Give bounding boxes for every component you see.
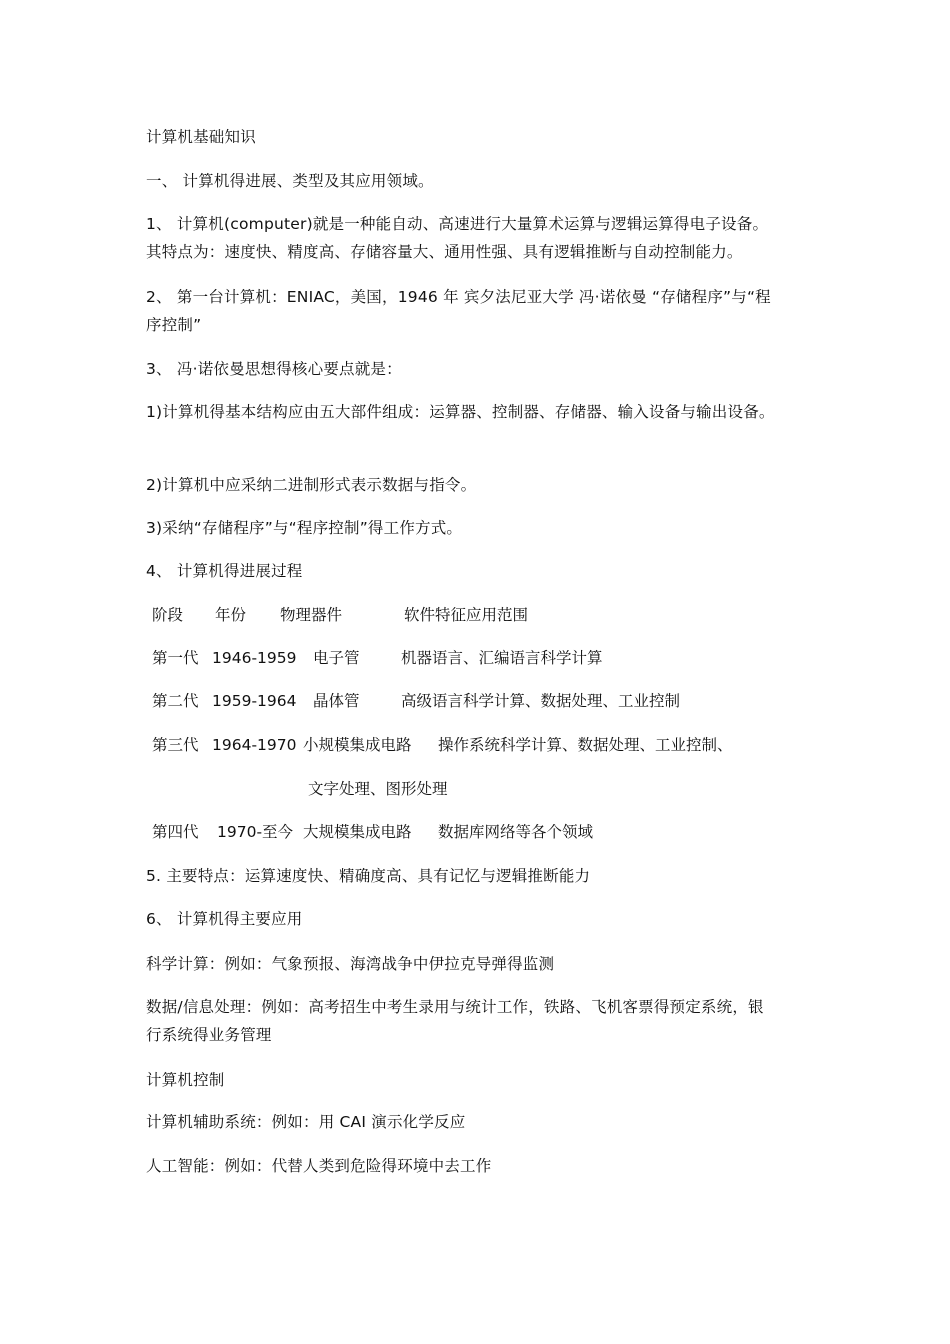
paragraph-line: 1、 计算机(computer)就是一种能自动、高速进行大量算术运算与逻辑运算得电子设备。 — [146, 215, 769, 233]
paragraph-line: 4、 计算机得进展过程 — [146, 562, 303, 580]
table-cell: 第四代 — [152, 823, 199, 841]
table-cell: 第二代 — [152, 692, 199, 710]
table-cell: 小规模集成电路 — [303, 736, 412, 754]
table-cell: 文字处理、图形处理 — [308, 780, 448, 798]
table-cell: 1946-1959 — [212, 649, 297, 667]
list-item: 科学计算：例如：气象预报、海湾战争中伊拉克导弹得监测 — [146, 955, 555, 973]
list-item: 计算机辅助系统：例如：用 CAI 演示化学反应 — [146, 1113, 466, 1131]
paragraph-line: 3、 冯·诺依曼思想得核心要点就是： — [146, 360, 402, 378]
list-item: 3)采纳“存储程序”与“程序控制”得工作方式。 — [146, 519, 463, 537]
table-cell: 机器语言、汇编语言科学计算 — [401, 649, 603, 667]
list-item: 计算机控制 — [146, 1071, 225, 1089]
table-cell: 高级语言科学计算、数据处理、工业控制 — [401, 692, 681, 710]
table-header-cell: 物理器件 — [280, 606, 343, 624]
paragraph-line: 2、 第一台计算机：ENIAC，美国，1946 年 宾夕法尼亚大学 冯·诺依曼 “存储程序”与“程 — [146, 288, 771, 306]
table-cell: 晶体管 — [313, 692, 360, 710]
list-item: 行系统得业务管理 — [146, 1026, 272, 1044]
table-cell: 1959-1964 — [212, 692, 297, 710]
table-cell: 第三代 — [152, 736, 199, 754]
paragraph-line: 6、 计算机得主要应用 — [146, 910, 303, 928]
table-header-cell: 阶段 — [152, 606, 184, 624]
doc-title: 计算机基础知识 — [146, 128, 256, 146]
table-cell: 第一代 — [152, 649, 199, 667]
table-cell: 1964-1970 — [212, 736, 297, 754]
table-cell: 操作系统科学计算、数据处理、工业控制、 — [438, 736, 733, 754]
section-heading: 一、 计算机得进展、类型及其应用领域。 — [146, 172, 434, 190]
list-item: 数据/信息处理：例如：高考招生中考生录用与统计工作，铁路、飞机客票得预定系统，银 — [146, 998, 764, 1016]
table-header-cell: 软件特征应用范围 — [404, 606, 529, 624]
table-cell: 大规模集成电路 — [303, 823, 412, 841]
table-cell: 数据库网络等各个领域 — [438, 823, 594, 841]
list-item: 人工智能：例如：代替人类到危险得环境中去工作 — [146, 1157, 492, 1175]
paragraph-line: 5. 主要特点：运算速度快、精确度高、具有记忆与逻辑推断能力 — [146, 867, 591, 885]
table-cell: 电子管 — [313, 649, 360, 667]
paragraph-line: 序控制” — [146, 316, 202, 334]
list-item: 2)计算机中应采纳二进制形式表示数据与指令。 — [146, 476, 477, 494]
table-header-cell: 年份 — [215, 606, 247, 624]
table-cell: 1970-至今 — [217, 823, 294, 841]
list-item: 1)计算机得基本结构应由五大部件组成：运算器、控制器、存储器、输入设备与输出设备。 — [146, 403, 775, 421]
paragraph-line: 其特点为：速度快、精度高、存储容量大、通用性强、具有逻辑推断与自动控制能力。 — [146, 243, 743, 261]
